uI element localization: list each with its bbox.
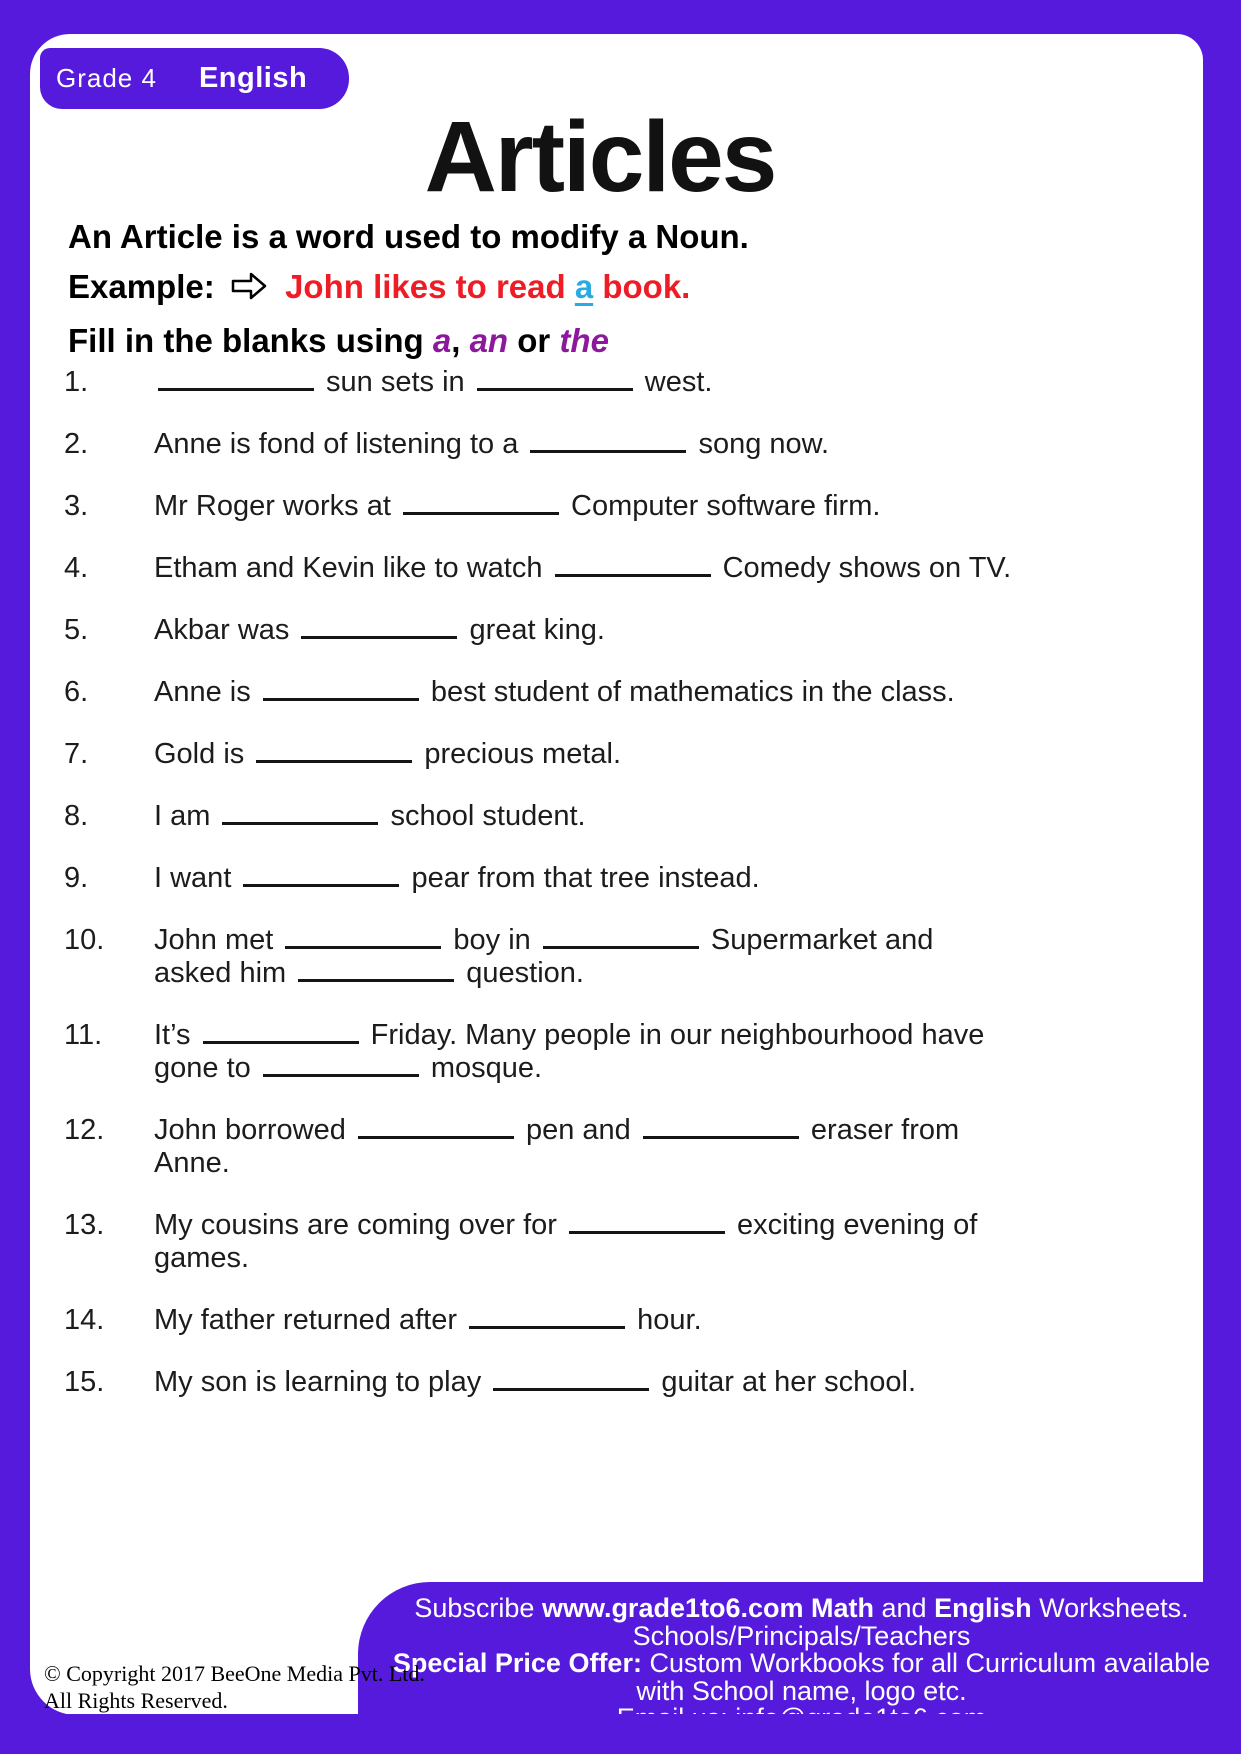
text-segment: mosque. <box>422 1052 543 1084</box>
text-segment: question. <box>458 957 584 989</box>
text-segment: Computer software firm. <box>562 490 881 522</box>
question-line <box>154 366 1156 399</box>
question-line <box>154 924 1156 957</box>
footer-line <box>372 1595 1231 1623</box>
answer-blank[interactable] <box>285 925 441 949</box>
page-title: Articles <box>424 101 776 213</box>
text-segment: pen and <box>517 1114 639 1146</box>
answer-blank[interactable] <box>263 1053 419 1077</box>
question-number: 6. <box>64 676 89 708</box>
bottom-border-band <box>0 1714 1241 1754</box>
answer-blank[interactable] <box>263 677 419 701</box>
question-number: 5. <box>64 614 89 646</box>
text-segment: pear from that tree instead. <box>403 862 760 894</box>
question-row <box>64 738 1156 771</box>
text-segment: Worksheets. <box>1031 1593 1189 1623</box>
question-text <box>154 1304 1156 1337</box>
question-line <box>154 1019 1156 1052</box>
question-number: 1. <box>64 366 89 398</box>
answer-blank[interactable] <box>530 429 686 453</box>
example-label: Example: <box>68 268 215 305</box>
question-line <box>154 957 1156 990</box>
question-number: 11. <box>64 1019 103 1051</box>
question-number: 2. <box>64 428 89 460</box>
question-list <box>64 366 1156 1428</box>
answer-blank[interactable] <box>301 615 457 639</box>
subject-label: English <box>198 62 308 94</box>
question-text <box>154 614 1156 647</box>
text-segment: book. <box>593 268 691 305</box>
question-number: 10. <box>64 924 105 956</box>
text-segment: with School name, logo etc. <box>636 1675 967 1706</box>
text-segment: Special Price Offer: <box>392 1648 642 1678</box>
answer-blank[interactable] <box>243 863 399 887</box>
text-segment: and <box>874 1593 935 1623</box>
answer-blank[interactable] <box>555 553 711 577</box>
question-text <box>154 428 1156 461</box>
copyright-line: © Copyright 2017 BeeOne Media Pvt. Ltd. <box>44 1661 425 1686</box>
text-segment: Gold is <box>154 738 253 770</box>
text-segment: Schools/Principals/Teachers <box>632 1620 971 1651</box>
question-number: 3. <box>64 490 89 522</box>
question-text <box>154 1366 1156 1399</box>
footer-line <box>372 1620 1231 1651</box>
text-segment: precious metal. <box>416 738 622 770</box>
text-segment: or <box>508 322 560 359</box>
text-segment: hour. <box>629 1304 702 1336</box>
text-segment: best student of mathematics in the class. <box>422 676 955 708</box>
question-text <box>154 800 1156 833</box>
text-segment: Custom Workbooks for all Curriculum available <box>641 1648 1211 1678</box>
text-segment: My cousins are coming over for <box>154 1209 565 1241</box>
question-row <box>64 1114 1156 1180</box>
question-row <box>64 552 1156 585</box>
text-segment: John borrowed <box>154 1114 354 1146</box>
text-segment: games. <box>154 1242 250 1274</box>
intro-section <box>68 212 749 366</box>
text-segment: www.grade1to6.com Math <box>541 1593 874 1623</box>
question-row <box>64 862 1156 895</box>
question-line <box>154 1114 1156 1147</box>
answer-blank[interactable] <box>256 739 412 763</box>
answer-blank[interactable] <box>298 958 454 982</box>
answer-blank[interactable] <box>203 1020 359 1044</box>
question-line <box>154 1209 1156 1242</box>
text-segment: I want <box>154 862 240 894</box>
text-segment: asked him <box>154 957 295 989</box>
answer-blank[interactable] <box>358 1115 514 1139</box>
text-segment: Etham and Kevin like to watch <box>154 552 551 584</box>
question-text <box>154 1019 1156 1085</box>
text-segment: the <box>559 322 609 359</box>
question-line <box>154 1147 1156 1180</box>
question-text <box>154 676 1156 709</box>
question-row <box>64 1019 1156 1085</box>
text-segment: Supermarket and <box>702 924 934 956</box>
question-number: 13. <box>64 1209 105 1241</box>
answer-blank[interactable] <box>493 1367 649 1391</box>
grade-label: Grade 4 <box>56 63 157 93</box>
question-row <box>64 366 1156 399</box>
question-row <box>64 676 1156 709</box>
question-line <box>154 428 1156 461</box>
text-segment: My father returned after <box>154 1304 466 1336</box>
question-text <box>154 738 1156 771</box>
text-segment: It’s <box>154 1019 199 1051</box>
answer-blank[interactable] <box>158 367 314 391</box>
text-segment: song now. <box>690 428 830 460</box>
question-row <box>64 1366 1156 1399</box>
text-segment: Anne. <box>154 1147 230 1179</box>
answer-blank[interactable] <box>403 491 559 515</box>
question-line <box>154 614 1156 647</box>
question-line <box>154 1366 1156 1399</box>
question-text <box>154 1114 1156 1180</box>
answer-blank[interactable] <box>477 367 633 391</box>
text-segment: Anne is fond of listening to a <box>154 428 527 460</box>
question-row <box>64 1209 1156 1275</box>
question-line <box>154 1304 1156 1337</box>
question-line <box>154 552 1156 585</box>
text-segment: John likes to read <box>285 268 575 305</box>
rightwards-arrow-icon <box>230 266 268 316</box>
text-segment: Comedy shows on TV. <box>714 552 1012 584</box>
question-text <box>154 862 1156 895</box>
text-segment: Anne is <box>154 676 259 708</box>
question-row <box>64 490 1156 523</box>
question-line <box>154 862 1156 895</box>
text-segment: west. <box>636 366 713 398</box>
question-number: 7. <box>64 738 89 770</box>
question-line <box>154 676 1156 709</box>
question-row <box>64 614 1156 647</box>
answer-blank[interactable] <box>469 1305 625 1329</box>
question-line <box>154 1242 1156 1275</box>
question-number: 8. <box>64 800 89 832</box>
copyright-line: All Rights Reserved. <box>44 1688 228 1713</box>
text-segment: Fill in the blanks using <box>68 322 433 359</box>
answer-blank[interactable] <box>543 925 699 949</box>
footer-text <box>358 1582 1241 1733</box>
text-segment: boy in <box>445 924 539 956</box>
text-segment: , <box>451 322 470 359</box>
text-segment: a <box>432 322 452 359</box>
text-segment: guitar at her school. <box>653 1366 917 1398</box>
text-segment: an <box>469 322 509 359</box>
example-line <box>68 262 749 316</box>
text-segment: I am <box>154 800 219 832</box>
text-segment: school student. <box>382 800 586 832</box>
question-text <box>154 1209 1156 1275</box>
text-segment: John met <box>154 924 282 956</box>
text-segment: English <box>934 1593 1032 1623</box>
question-number: 14. <box>64 1304 105 1336</box>
question-text <box>154 552 1156 585</box>
text-segment: Friday. Many people in our neighbourhood have <box>362 1019 985 1051</box>
text-segment: Mr Roger works at <box>154 490 399 522</box>
question-text <box>154 490 1156 523</box>
answer-blank[interactable] <box>569 1210 725 1234</box>
question-text <box>154 366 1156 399</box>
text-segment: a <box>574 268 594 305</box>
text-segment: Subscribe <box>414 1593 542 1623</box>
question-number: 15. <box>64 1366 105 1398</box>
text-segment: sun sets in <box>318 366 473 398</box>
text-segment: great king. <box>461 614 605 646</box>
question-row <box>64 1304 1156 1337</box>
text-segment: exciting evening of <box>728 1209 978 1241</box>
footer-line <box>372 1650 1231 1678</box>
answer-blank[interactable] <box>222 801 378 825</box>
question-number: 9. <box>64 862 89 894</box>
definition-line: An Article is a word used to modify a Noun. <box>68 218 749 255</box>
footer-line <box>372 1675 1231 1706</box>
question-row <box>64 800 1156 833</box>
text-segment: Akbar was <box>154 614 298 646</box>
question-number: 4. <box>64 552 89 584</box>
example-sentence <box>285 268 690 305</box>
question-line <box>154 490 1156 523</box>
copyright-notice <box>44 1660 425 1714</box>
question-number: 12. <box>64 1114 105 1146</box>
text-segment: eraser from <box>802 1114 960 1146</box>
question-row <box>64 924 1156 990</box>
question-line <box>154 800 1156 833</box>
question-line <box>154 1052 1156 1085</box>
answer-blank[interactable] <box>643 1115 799 1139</box>
instruction-line <box>68 316 749 366</box>
text-segment: gone to <box>154 1052 259 1084</box>
question-line <box>154 738 1156 771</box>
question-text <box>154 924 1156 990</box>
question-row <box>64 428 1156 461</box>
text-segment: My son is learning to play <box>154 1366 490 1398</box>
